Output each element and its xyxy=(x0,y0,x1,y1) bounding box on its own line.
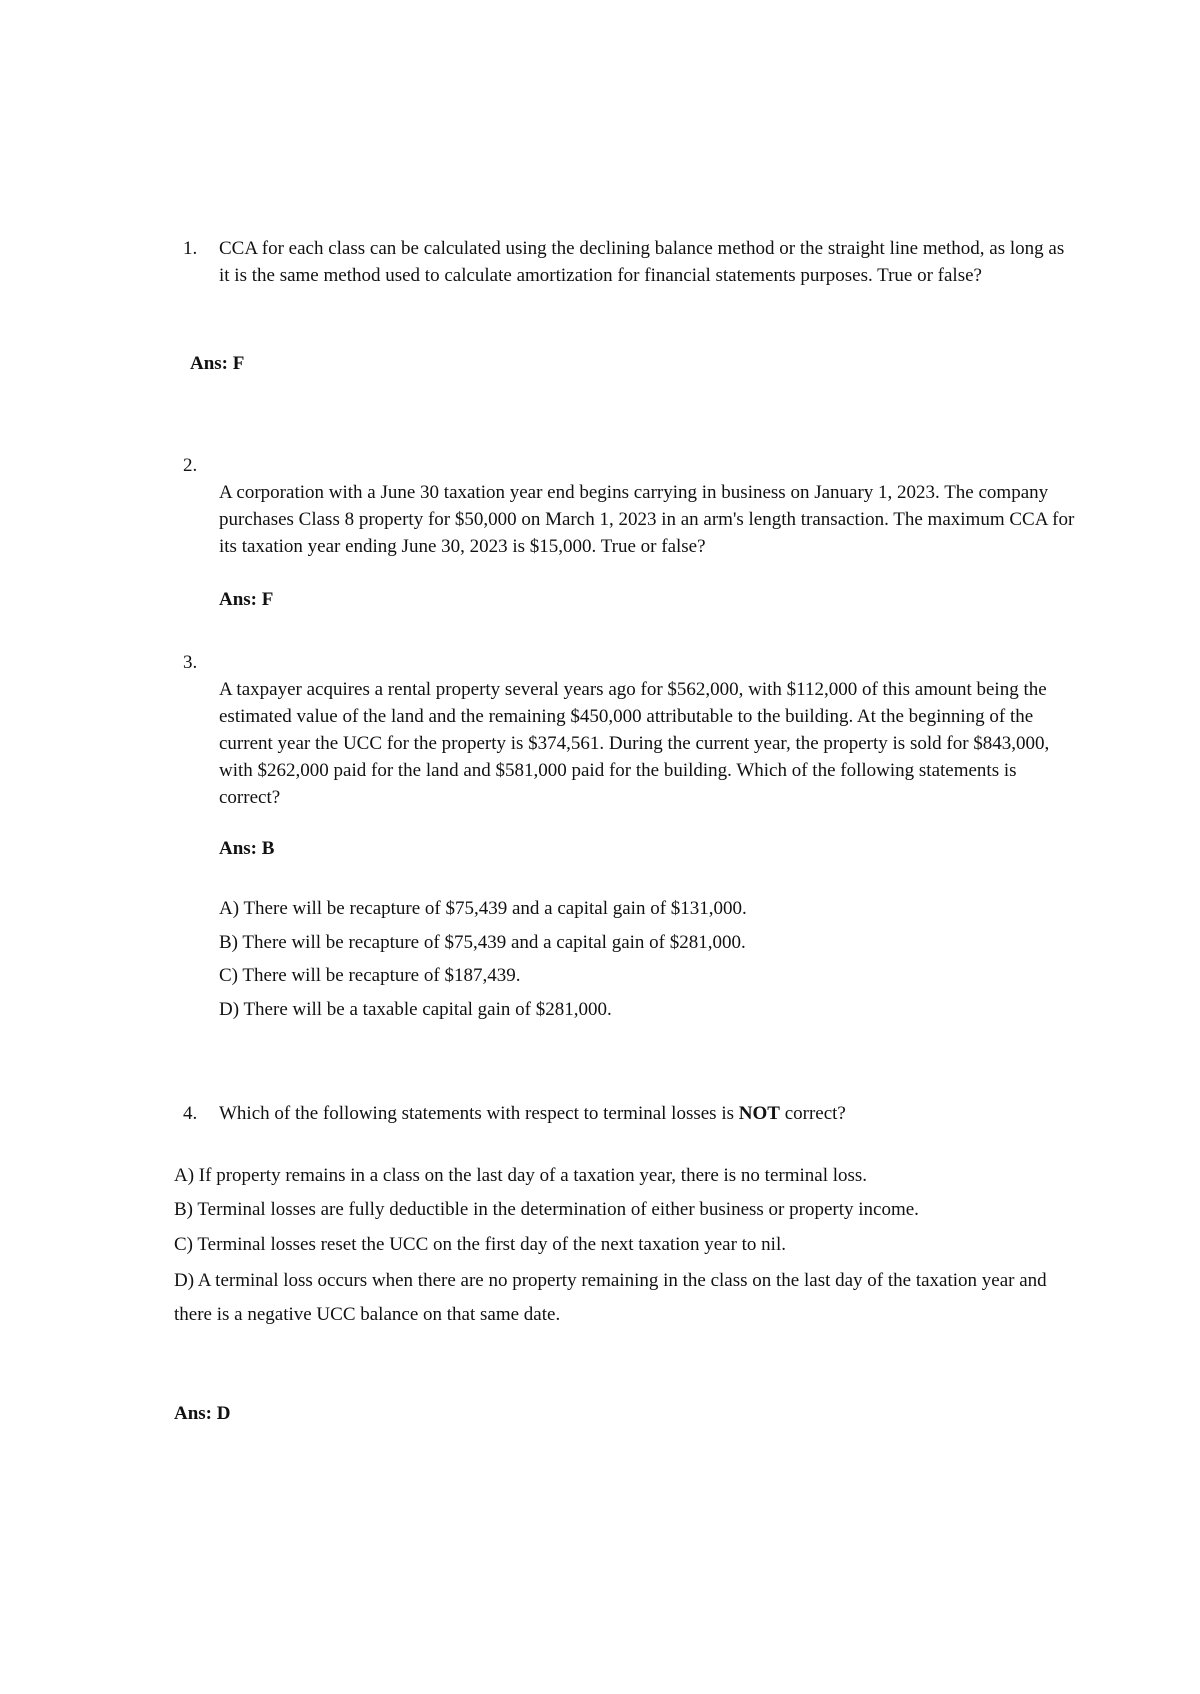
question-3-option-d: D) There will be a taxable capital gain of $281,000. xyxy=(219,999,612,1020)
question-4-text-before: Which of the following statements with respect to terminal losses is xyxy=(219,1103,735,1124)
question-2-number: 2. xyxy=(183,455,198,476)
question-4-number: 4. xyxy=(183,1103,198,1124)
question-3-option-b: B) There will be recapture of $75,439 and a capital gain of $281,000. xyxy=(219,932,746,953)
question-3-number: 3. xyxy=(183,652,198,673)
question-2-text: A corporation with a June 30 taxation year end begins carrying in business on January 1, 2023. The company purchases Class 8 property for $50,000 on March 1, 2023 in an arm's length transaction. The maximum CCA for its taxation year ending June 30, 2023 is $15,000. True or false? xyxy=(219,482,1075,557)
question-3-option-a: A) There will be recapture of $75,439 and a capital gain of $131,000. xyxy=(219,898,747,919)
question-3-answer: Ans: B xyxy=(219,838,275,859)
question-3-text: A taxpayer acquires a rental property several years ago for $562,000, with $112,000 of this amount being the estimated value of the land and the remaining $450,000 attributable to the building. At the beginning of the current year the UCC for the property is $374,561. During the current year, the property is sold for $843,000, with $262,000 paid for the land and $581,000 paid for the building. Which of the following statements is correct? xyxy=(219,679,1050,808)
question-4-option-d: D) A terminal loss occurs when there are no property remaining in the class on the last day of the taxation year and there is a negative UCC balance on that same date. xyxy=(174,1270,1047,1325)
question-4-text-emphasis: NOT xyxy=(738,1103,780,1124)
question-1-text: CCA for each class can be calculated using the declining balance method or the straight line method, as long as it is the same method used to calculate amortization for financial statements purposes. True or false? xyxy=(219,238,1065,286)
question-3-option-c: C) There will be recapture of $187,439. xyxy=(219,965,521,986)
question-2-answer: Ans: F xyxy=(219,589,274,610)
question-4-answer: Ans: D xyxy=(174,1403,231,1424)
question-4-text-after: correct? xyxy=(784,1103,846,1124)
question-1-answer: Ans: F xyxy=(190,353,245,374)
question-4-option-c: C) Terminal losses reset the UCC on the first day of the next taxation year to nil. xyxy=(174,1234,786,1255)
question-1-number: 1. xyxy=(183,238,198,259)
question-4-option-b: B) Terminal losses are fully deductible in the determination of either business or property income. xyxy=(174,1199,919,1220)
question-4-text xyxy=(219,1100,846,1127)
question-4-option-a: A) If property remains in a class on the last day of a taxation year, there is no terminal loss. xyxy=(174,1165,868,1186)
